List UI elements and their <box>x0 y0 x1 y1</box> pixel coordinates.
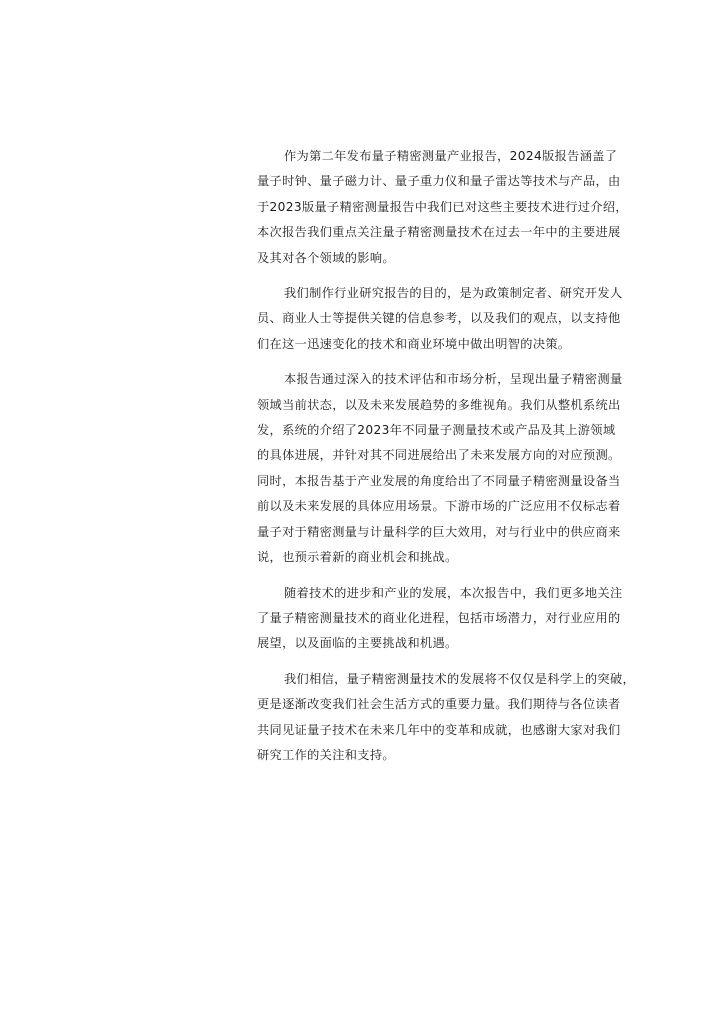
paragraph-2 <box>257 281 642 357</box>
text-line: 作为第二年发布量子精密测量产业报告，2024版报告涵盖了 <box>284 149 618 163</box>
text-line: 说，也预示着新的商业机会和挑战。 <box>257 550 458 565</box>
paragraph-4 <box>257 581 642 657</box>
document-body <box>257 144 642 778</box>
text-line: 员、商业人士等提供关键的信息参考，以及我们的观点，以支持他 <box>257 311 621 326</box>
text-line: 了量子精密测量技术的商业化进程，包括市场潜力，对行业应用的 <box>257 610 621 625</box>
text-line: 研究工作的关注和支持。 <box>257 747 395 762</box>
text-line: 发，系统的介绍了2023年不同量子测量技术或产品及其上游领域 <box>257 423 616 438</box>
text-line: 的具体进展，并针对其不同进展给出了未来发展方向的对应预测。 <box>257 448 621 463</box>
paragraph-1 <box>257 144 642 271</box>
paragraph-5 <box>257 667 642 769</box>
text-line: 前以及未来发展的具体应用场景。下游市场的广泛应用不仅标志着 <box>257 499 621 514</box>
text-line: 们在这一迅速变化的技术和商业环境中做出明智的决策。 <box>257 336 571 351</box>
text-line: 量子时钟、量子磁力计、量子重力仪和量子雷达等技术与产品，由 <box>257 174 621 189</box>
text-line: 本次报告我们重点关注量子精密测量技术在过去一年中的主要进展 <box>257 225 621 240</box>
paragraph-3 <box>257 367 642 570</box>
text-line: 我们相信，量子精密测量技术的发展将不仅仅是科学上的突破， <box>284 671 636 686</box>
text-line: 本报告通过深入的技术评估和市场分析，呈现出量子精密测量 <box>284 372 623 387</box>
text-line: 于2023版量子精密测量报告中我们已对这些主要技术进行过介绍， <box>257 199 628 214</box>
text-line: 及其对各个领域的影响。 <box>257 250 395 265</box>
text-line: 同时，本报告基于产业发展的角度给出了不同量子精密测量设备当 <box>257 473 621 488</box>
text-line: 量子对于精密测量与计量科学的巨大效用，对与行业中的供应商来 <box>257 524 621 539</box>
text-line: 随着技术的进步和产业的发展，本次报告中，我们更多地关注 <box>284 585 623 600</box>
text-line: 展望，以及面临的主要挑战和机遇。 <box>257 636 458 651</box>
text-line: 更是逐渐改变我们社会生活方式的重要力量。我们期待与各位读者 <box>257 697 621 712</box>
text-line: 我们制作行业研究报告的目的，是为政策制定者、研究开发人 <box>284 286 623 301</box>
text-line: 领域当前状态，以及未来发展趋势的多维视角。我们从整机系统出 <box>257 397 621 412</box>
text-line: 共同见证量子技术在未来几年中的变革和成就，也感谢大家对我们 <box>257 722 621 737</box>
